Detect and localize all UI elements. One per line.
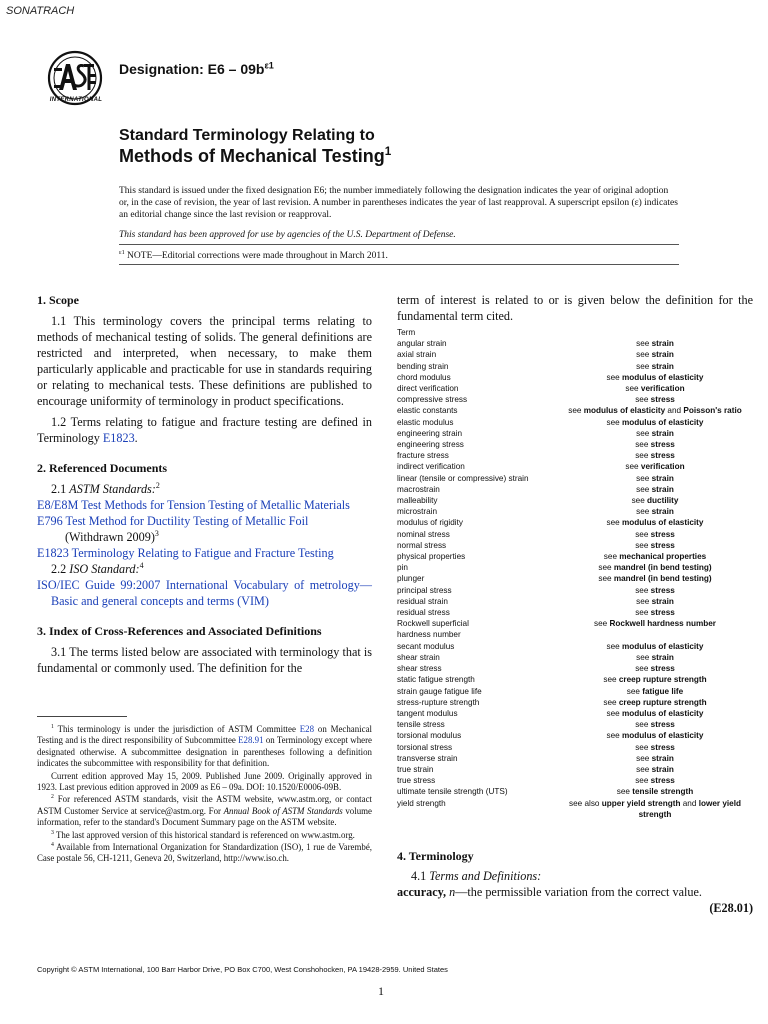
see-target: stress	[650, 585, 675, 595]
table-row	[397, 629, 753, 640]
term-cell: shear stress	[397, 664, 442, 674]
term-cell: static fatigue strength	[397, 675, 475, 685]
see-prefix: see also	[568, 798, 602, 808]
e796-link[interactable]: E796	[37, 514, 63, 528]
section-4	[397, 848, 753, 916]
see-prefix: see	[598, 574, 614, 584]
see-target: modulus of elasticity	[583, 406, 666, 416]
divider	[119, 264, 679, 265]
see-cell	[557, 428, 753, 439]
table-row	[397, 428, 753, 439]
footnote-4	[37, 842, 372, 865]
fn4-text: Available from International Organization for Standardization (ISO), 1 rue de Varembé, Case postale 56, CH-1211, Geneva 20, Switzerland, http://www.iso.ch.	[37, 842, 372, 864]
subcommittee-code: (E28.01)	[709, 901, 753, 915]
left-column	[37, 292, 372, 676]
title-footnote-mark: 1	[384, 145, 392, 158]
term-cell: elastic modulus	[397, 417, 454, 427]
see-target: stress	[650, 742, 675, 752]
term-cell: malleability	[397, 496, 438, 506]
e1823-ref-link[interactable]: E1823	[37, 546, 69, 560]
section-1-heading: 1. Scope	[37, 293, 79, 307]
see-cell	[557, 708, 753, 719]
see-prefix: see	[568, 406, 584, 416]
see-conjunction: and	[680, 798, 699, 808]
see-cell	[557, 697, 753, 708]
see-prefix: see	[625, 384, 641, 394]
e796-title-link[interactable]: Test Method for Ductility Testing of Metallic Foil	[62, 514, 309, 528]
issuance-statement: This standard is issued under the fixed designation E6; the number immediately following the designation indicates the year of original adoption or, in the case of revision, the year of last revision. A number in parentheses indicates the year of last reapproval. A superscript epsilon (ε) indicates an editorial change since the last revision or reapproval.	[119, 186, 678, 220]
table-row	[397, 338, 753, 349]
term-cell: transverse strain	[397, 753, 458, 763]
see-cell	[557, 730, 753, 741]
see-target: modulus of elasticity	[622, 518, 704, 528]
table-row	[397, 517, 753, 528]
scope-paragraph-2	[37, 414, 372, 446]
see-prefix: see	[636, 473, 652, 483]
term-cell: direct verification	[397, 384, 459, 394]
term-cell: ultimate tensile strength (UTS)	[397, 787, 508, 797]
table-row	[397, 439, 753, 450]
term-accuracy: accuracy,	[397, 885, 450, 899]
ref-iso	[37, 577, 372, 609]
table-row	[397, 686, 753, 697]
sub-num: 4.1	[411, 869, 430, 883]
term-cell: residual strain	[397, 596, 448, 606]
see-cell	[557, 596, 753, 607]
term-cell: angular strain	[397, 339, 447, 349]
see-prefix: see	[635, 540, 651, 550]
see-cell	[557, 629, 753, 640]
see-cell	[557, 551, 753, 562]
see-prefix: see	[636, 764, 652, 774]
iso-label-num: 2.2	[51, 562, 70, 576]
definition-text: —the permissible variation from the correct value.	[455, 885, 702, 899]
table-row	[397, 663, 753, 674]
see-target: tensile strength	[632, 787, 694, 797]
terms-definitions-label	[397, 868, 753, 884]
fn2-book: Annual Book of ASTM Standards	[223, 805, 343, 816]
fn1-mark: 1	[51, 724, 54, 731]
see-cell	[557, 394, 753, 405]
see-target: creep rupture strength	[618, 697, 707, 707]
table-row	[397, 349, 753, 360]
part-of-speech: n	[449, 885, 456, 899]
see-target: verification	[640, 384, 685, 394]
term-cell: principal stress	[397, 585, 452, 595]
table-row	[397, 529, 753, 540]
term-cell: axial strain	[397, 350, 437, 360]
see-target-2: lower yield strength	[638, 798, 742, 819]
term-cell: macrostrain	[397, 484, 440, 494]
scope-p2-end: .	[134, 431, 138, 445]
term-cell: chord modulus	[397, 372, 451, 382]
table-row	[397, 361, 753, 372]
see-target: strain	[651, 484, 674, 494]
table-row	[397, 394, 753, 405]
table-row	[397, 753, 753, 764]
ref-e1823	[37, 545, 372, 561]
see-cell	[557, 573, 753, 584]
table-row	[397, 697, 753, 708]
table-row	[397, 484, 753, 495]
see-prefix: see	[635, 664, 651, 674]
term-cell: tensile stress	[397, 720, 445, 730]
see-target: stress	[650, 540, 675, 550]
see-prefix: see	[603, 675, 619, 685]
index-paragraph-continued: term of interest is related to or is given below the definition for the fundamental term cited.	[397, 293, 753, 323]
see-cell	[557, 405, 753, 416]
see-prefix: see	[594, 619, 610, 629]
see-prefix: see	[636, 428, 652, 438]
see-cell	[557, 663, 753, 674]
table-row	[397, 461, 753, 472]
table-row	[397, 775, 753, 786]
see-target: stress	[650, 608, 675, 618]
see-prefix: see	[635, 720, 651, 730]
see-prefix: see	[606, 518, 623, 528]
title-line-2-text: Methods of Mechanical Testing	[119, 146, 385, 166]
term-cell: microstrain	[397, 507, 438, 517]
table-row	[397, 786, 753, 797]
see-cell	[557, 618, 753, 629]
see-target: strain	[651, 764, 674, 774]
e796-footnote-mark: 3	[154, 528, 159, 538]
see-prefix: see	[625, 462, 641, 472]
see-cell	[557, 506, 753, 517]
see-prefix: see	[636, 652, 652, 662]
term-cell: tangent modulus	[397, 708, 458, 718]
astm-footnote-mark: 2	[155, 480, 160, 490]
see-cell	[557, 529, 753, 540]
see-target: fatigue life	[642, 686, 684, 696]
see-prefix: see	[636, 350, 652, 360]
table-row	[397, 641, 753, 652]
see-cell	[557, 764, 753, 775]
term-cell: physical properties	[397, 552, 466, 562]
see-target: stress	[650, 451, 675, 461]
divider	[119, 244, 679, 245]
astm-standards-label	[37, 481, 372, 497]
see-prefix: see	[636, 753, 652, 763]
see-target: strain	[651, 473, 674, 483]
fn3-text: The last approved version of this historical standard is referenced on www.astm.org.	[53, 829, 355, 840]
see-cell	[557, 585, 753, 596]
see-target: modulus of elasticity	[622, 372, 704, 382]
see-cell	[557, 786, 753, 797]
see-target: ductility	[647, 496, 679, 506]
see-target: creep rupture strength	[618, 675, 707, 685]
fn2-b: volume information, refer to the standard's Document Summary page on the ASTM website.	[37, 805, 372, 828]
table-row	[397, 450, 753, 461]
term-cell: torsional stress	[397, 742, 453, 752]
designation-text: Designation: E6 – 09b	[119, 61, 265, 77]
table-row	[397, 730, 753, 741]
e796-withdrawn: (Withdrawn 2009)	[65, 530, 155, 544]
footnote-1-edition: Current edition approved May 15, 2009. Published June 2009. Originally approved in 1923. Last previous edition approved in 2009 as E6 – 09a. DOI: 10.1520/E0006-09B.	[37, 770, 372, 793]
table-row	[397, 585, 753, 596]
see-prefix: see	[606, 372, 623, 382]
see-prefix: see	[636, 361, 652, 371]
e28-91-link[interactable]: E28.91	[238, 735, 264, 746]
term-cell: yield strength	[397, 798, 446, 808]
see-cell	[557, 372, 753, 383]
term-cell: pin	[397, 563, 408, 573]
table-row	[397, 742, 753, 753]
section-4-heading: 4. Terminology	[397, 849, 474, 863]
iso-title-link[interactable]: International Vocabulary of metrology—Basic and general concepts and terms (VIM)	[51, 578, 372, 608]
table-row	[397, 551, 753, 562]
see-target: strain	[651, 361, 674, 371]
term-cell: indirect verification	[397, 462, 465, 472]
see-target: mechanical properties	[619, 552, 707, 562]
title-line-1: Standard Terminology Relating to	[119, 127, 375, 144]
see-target: stress	[650, 440, 675, 450]
fn2-a: For referenced ASTM standards, visit the ASTM website, www.astm.org, or contact ASTM Customer Service at service@astm.org. For	[37, 794, 372, 816]
fn4-mark: 4	[51, 842, 54, 849]
see-prefix: see	[635, 585, 651, 595]
see-cell	[557, 495, 753, 506]
cross-reference-table	[397, 327, 753, 820]
see-target: strain	[651, 428, 674, 438]
see-target: stress	[650, 664, 675, 674]
see-cell	[557, 562, 753, 573]
see-target: strain	[651, 652, 674, 662]
term-cell: secant modulus	[397, 641, 455, 651]
term-cell: bending strain	[397, 361, 449, 371]
term-cell: modulus of rigidity	[397, 518, 463, 528]
table-header	[397, 327, 753, 338]
see-target-2: Poisson's ratio	[683, 406, 742, 416]
e8-link[interactable]: E8/E8M	[37, 498, 79, 512]
note-epsilon: ε1	[119, 249, 125, 256]
dod-approval: This standard has been approved for use by agencies of the U.S. Department of Defense.	[119, 230, 456, 240]
table-row	[397, 405, 753, 416]
table-row	[397, 573, 753, 584]
term-cell: true strain	[397, 764, 434, 774]
table-row	[397, 372, 753, 383]
see-cell	[557, 652, 753, 663]
term-cell: stress-rupture strength	[397, 697, 480, 707]
see-target: modulus of elasticity	[622, 731, 704, 741]
ref-e8	[37, 497, 372, 513]
see-target: modulus of elasticity	[622, 641, 704, 651]
see-prefix: see	[636, 339, 652, 349]
see-target: strain	[651, 596, 674, 606]
see-target: stress	[650, 395, 675, 405]
table-row	[397, 417, 753, 428]
e8-title-link[interactable]: Test Methods for Tension Testing of Metallic Materials	[78, 498, 350, 512]
term-cell: residual stress	[397, 608, 450, 618]
footnote-divider	[37, 716, 127, 717]
see-prefix: see	[598, 563, 614, 573]
fn3-mark: 3	[51, 829, 54, 836]
see-cell	[557, 383, 753, 394]
footnote-1	[37, 724, 372, 770]
see-cell	[557, 450, 753, 461]
ref-e796	[37, 513, 372, 545]
see-cell	[557, 439, 753, 450]
see-prefix: see	[606, 708, 623, 718]
footnote-3	[37, 830, 372, 841]
see-cell	[557, 338, 753, 349]
see-prefix: see	[635, 451, 651, 461]
see-target: modulus of elasticity	[622, 708, 704, 718]
copyright-notice: Copyright © ASTM International, 100 Barr Harbor Drive, PO Box C700, West Conshohocken, PA 19428-2959. United States	[37, 965, 448, 974]
term-cell: torsional modulus	[397, 731, 462, 741]
table-row	[397, 708, 753, 719]
see-prefix: see	[636, 507, 652, 517]
see-cell	[557, 798, 753, 820]
table-row	[397, 618, 753, 629]
table-row	[397, 674, 753, 685]
table-row	[397, 764, 753, 775]
see-cell	[557, 361, 753, 372]
term-cell: shear strain	[397, 652, 440, 662]
see-target: modulus of elasticity	[622, 417, 704, 427]
see-prefix: see	[606, 641, 623, 651]
see-target: upper yield strength	[601, 798, 681, 808]
term-cell: engineering strain	[397, 428, 463, 438]
see-cell	[557, 540, 753, 551]
iso-standard-label	[37, 561, 372, 577]
see-target: stress	[650, 776, 675, 786]
term-cell: engineering stress	[397, 440, 464, 450]
designation-epsilon: ε1	[264, 60, 274, 71]
term-cell: compressive stress	[397, 395, 468, 405]
see-prefix: see	[631, 496, 648, 506]
term-cell: plunger	[397, 574, 425, 584]
see-cell	[557, 775, 753, 786]
see-target: mandrel (in bend testing)	[613, 574, 712, 584]
scope-p2-text: 1.2 Terms relating to fatigue and fracture testing are defined in Terminology	[37, 415, 372, 445]
logo-text: INTERNATIONAL	[49, 97, 103, 103]
term-cell: true stress	[397, 776, 436, 786]
see-target: mandrel (in bend testing)	[613, 563, 712, 573]
company-name: SONATRACH	[6, 5, 75, 17]
designation	[119, 61, 274, 77]
see-target: stress	[650, 720, 675, 730]
see-prefix: see	[636, 484, 652, 494]
definition-accuracy	[397, 884, 753, 900]
footnotes	[37, 724, 372, 866]
e28-link[interactable]: E28	[299, 724, 315, 734]
see-target: strain	[651, 507, 674, 517]
scope-paragraph-1: 1.1 This terminology covers the principal terms relating to methods of mechanical testing of solids. The general definitions are restricted and interpreted, when necessary, to make them particularly applicable and practicable for use in standards requiring or relating to mechanical tests. These definitions are published to encourage uniformity of terminology in product specifications.	[37, 314, 372, 408]
see-cell	[557, 753, 753, 764]
see-prefix: see	[616, 787, 633, 797]
astm-label-num: 2.1	[51, 482, 70, 496]
table-row	[397, 383, 753, 394]
see-target: strain	[651, 339, 674, 349]
see-prefix: see	[635, 608, 651, 618]
section-2-heading: 2. Referenced Documents	[37, 461, 168, 475]
editorial-note	[119, 250, 388, 262]
column-header-term: Term	[397, 328, 416, 337]
table-row	[397, 719, 753, 730]
term-cell: strain gauge fatigue life	[397, 686, 482, 696]
see-cell	[557, 484, 753, 495]
index-paragraph: 3.1 The terms listed below are associated with terminology that is fundamental or commonly used. The definition for the	[37, 645, 372, 675]
table-row	[397, 798, 753, 820]
see-prefix: see	[636, 596, 652, 606]
title-line-2	[119, 146, 391, 167]
see-cell	[557, 742, 753, 753]
see-target: strain	[651, 350, 674, 360]
see-target: stress	[650, 529, 675, 539]
table-row	[397, 473, 753, 484]
see-prefix: see	[635, 742, 651, 752]
fn1-c: on Terminology except where designated otherwise. A subcommittee designation in parentheses following a definition indicates the subcommittee with responsibility for that definition.	[37, 735, 372, 769]
iso-link[interactable]: ISO/IEC Guide 99:2007	[37, 578, 161, 592]
see-cell	[557, 349, 753, 360]
see-prefix: see	[635, 440, 651, 450]
see-prefix: see	[635, 529, 651, 539]
term-cell: fracture stress	[397, 451, 449, 461]
page-number: 1	[378, 984, 384, 998]
see-cell	[557, 686, 753, 697]
see-prefix: see	[626, 686, 643, 696]
see-cell	[557, 641, 753, 652]
table-row	[397, 596, 753, 607]
term-cell: nominal stress	[397, 529, 450, 539]
table-row	[397, 506, 753, 517]
see-cell	[557, 473, 753, 484]
footnote-2	[37, 794, 372, 828]
see-prefix: see	[635, 776, 651, 786]
term-cell: Rockwell superficial	[397, 619, 469, 629]
see-prefix: see	[603, 552, 620, 562]
section-3-heading: 3. Index of Cross-References and Associated Definitions	[37, 624, 322, 638]
sub-label: Terms and Definitions:	[429, 869, 542, 883]
table-row	[397, 495, 753, 506]
table-row	[397, 562, 753, 573]
fn2-mark: 2	[51, 794, 54, 801]
fn1-a: This terminology is under the jurisdiction of ASTM Committee	[53, 724, 300, 734]
term-cell: linear (tensile or compressive) strain	[397, 473, 529, 483]
term-cell: elastic constants	[397, 406, 458, 416]
see-cell	[557, 461, 753, 472]
term-cell: hardness number	[397, 630, 461, 640]
see-conjunction: and	[665, 406, 684, 416]
table-row	[397, 652, 753, 663]
see-target: Rockwell hardness number	[609, 619, 716, 629]
see-target: strain	[651, 753, 674, 763]
fn1-b: on Mechanical Testing and is the direct responsibility of Subcommittee	[37, 724, 372, 746]
see-prefix: see	[603, 697, 619, 707]
see-cell	[557, 674, 753, 685]
term-cell: normal stress	[397, 540, 447, 550]
e1823-title-link[interactable]: Terminology Relating to Fatigue and Fracture Testing	[68, 546, 334, 560]
astm-label: ASTM Standards:	[69, 482, 156, 496]
see-prefix: see	[606, 731, 623, 741]
see-prefix: see	[635, 395, 651, 405]
see-cell	[557, 607, 753, 618]
see-cell	[557, 417, 753, 428]
note-text: NOTE—Editorial corrections were made throughout in March 2011.	[124, 251, 388, 261]
iso-label: ISO Standard:	[69, 562, 140, 576]
table-row	[397, 607, 753, 618]
see-cell	[557, 517, 753, 528]
table-row	[397, 540, 753, 551]
see-cell	[557, 719, 753, 730]
see-prefix: see	[606, 417, 623, 427]
e1823-link[interactable]: E1823	[102, 431, 135, 445]
see-target: verification	[640, 462, 685, 472]
iso-footnote-mark: 4	[139, 560, 144, 570]
